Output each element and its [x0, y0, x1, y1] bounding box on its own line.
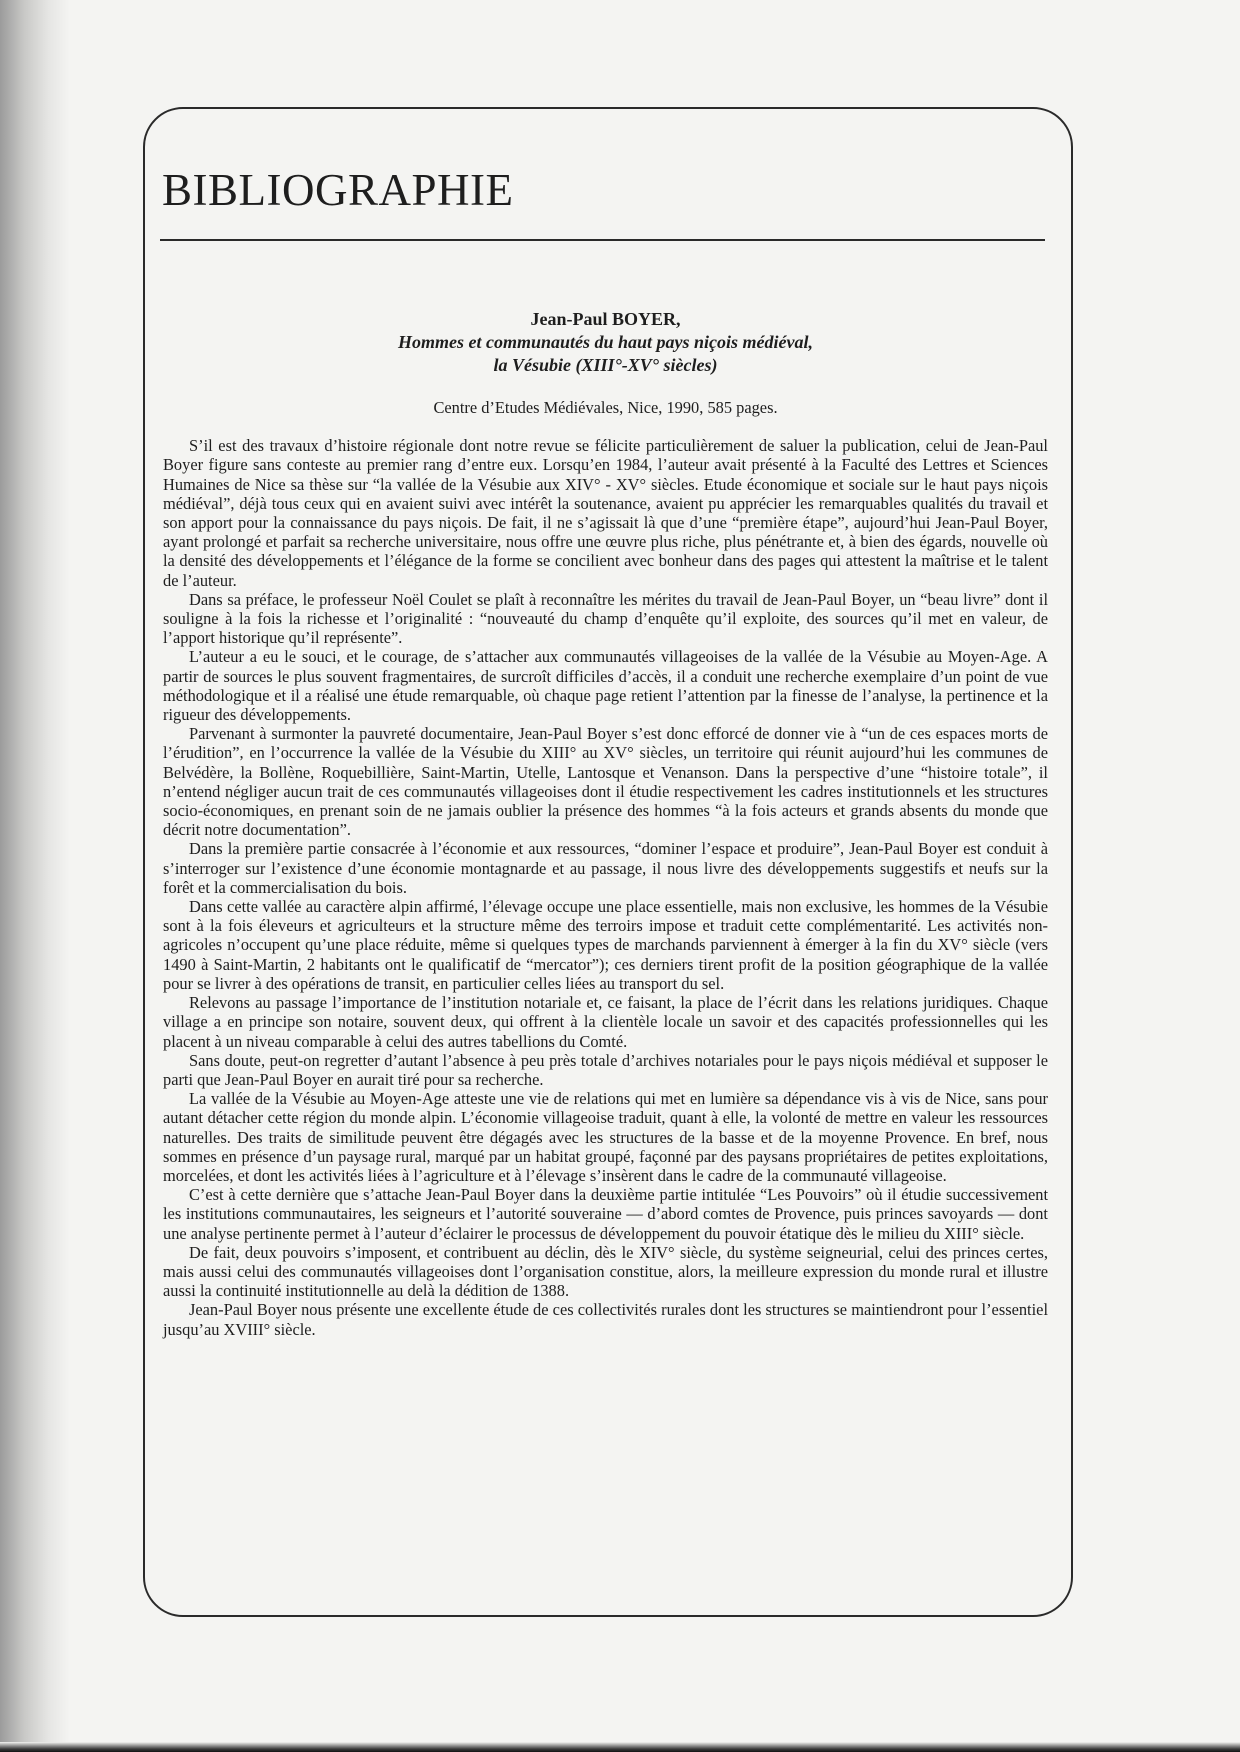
paragraph: Dans sa préface, le professeur Noël Coulet se plaît à reconnaître les mérites du travail de Jean-Paul Boyer, un “beau livre” dont il souligne à la fois la richesse et l’originalité : “nouveauté du champ d’enquête qu’il exploite, des sources qu’il met en valeur, de l’apport historique qu’il représente”.: [163, 589, 1048, 648]
paragraph: Dans la première partie consacrée à l’économie et aux ressources, “dominer l’espace et produire”, Jean-Paul Boyer est conduit à s’interroger sur l’existence d’une économie montagnarde et au passage, il nous livre des développements suggestifs et neufs sur la forêt et la commercialisation du bois.: [163, 839, 1048, 897]
publication-info: Centre d’Etudes Médiévales, Nice, 1990, 585 pages.: [433, 398, 778, 417]
paragraph: S’il est des travaux d’histoire régionale dont notre revue se félicite particulièrement de saluer la publication, celui de Jean-Paul Boyer figure sans conteste au premier rang d’entre eux. Lorsqu’en 1984, l’auteur avait présenté à la Faculté des Lettres et Sciences Humaines de Nice sa thèse sur “la vallée de la Vésubie aux XIV° - XV° siècles. Etude économique et sociale sur le haut pays niçois médiéval”, déjà tous ceux qui en avaient suivi avec intérêt la soutenance, avaient pu apprécier les remarquables qualités du travail et son apport pour la connaissance du pays niçois. De fait, il ne s’agissait là que d’une “première étape”, aujourd’hui Jean-Paul Boyer, ayant prolongé et parfait sa recherche universitaire, nous offre une œuvre plus riche, plus pénétrante et, à bien des égards, nouvelle où la densité des développements et l’élégance de la forme se concilient avec bonheur dans des pages qui attestent la maîtrise et le talent de l’auteur.: [163, 436, 1048, 590]
paragraph: Parvenant à surmonter la pauvreté documentaire, Jean-Paul Boyer s’est donc efforcé de donner vie à “un de ces espaces morts de l’érudition”, en l’occurrence la vallée de la Vésubie du XIII° au XV° siècles, un territoire qui réunit aujourd’hui les communes de Belvédère, la Bollène, Roquebillière, Saint-Martin, Utelle, Lantosque et Venanson. Dans la perspective d’une “histoire totale”, il n’entend négliger aucun trait de ces communautés villageoises dont il étudie respectivement les cadres institutionnels et les structures socio-économiques, en prenant soin de ne jamais oublier la présence des hommes “à la fois acteurs et grands absents du monde que décrit notre documentation”.: [163, 724, 1048, 840]
title-divider: [160, 239, 1045, 241]
page-bottom-edge: [0, 1742, 1240, 1752]
paragraph: Jean-Paul Boyer nous présente une excellente étude de ces collectivités rurales dont les structures se maintiendront pour l’essentiel jusqu’au XVIII° siècle.: [163, 1300, 1048, 1339]
paragraph: De fait, deux pouvoirs s’imposent, et contribuent au déclin, dès le XIV° siècle, du système seigneurial, celui des princes certes, mais aussi celui des communautés villageoises dont l’organisation constitue, alors, la meilleure expression du monde rural et illustre aussi la continuité institutionnelle au delà la dédition de 1388.: [163, 1242, 1048, 1301]
paragraph: C’est à cette dernière que s’attache Jean-Paul Boyer dans la deuxième partie intitulée “Les Pouvoirs” où il étudie successivement les institutions communautaires, les seigneurs et l’autorité souveraine — d’abord comtes de Provence, puis princes savoyards — dont une analyse pertinente permet à l’auteur d’éclairer le processus de développement du pouvoir étatique dès le milieu du XIII° siècle.: [163, 1185, 1048, 1243]
book-author: Jean-Paul BOYER,: [530, 309, 681, 329]
paragraph: Sans doute, peut-on regretter d’autant l’absence à peu près totale d’archives notariales pour le pays niçois médiéval et supposer le parti que Jean-Paul Boyer en aurait tiré pour sa recherche.: [163, 1050, 1048, 1089]
review-body: [163, 308, 1048, 1339]
paragraph: Relevons au passage l’importance de l’institution notariale et, ce faisant, la place de l’écrit dans les relations juridiques. Chaque village a en principe son notaire, souvent deux, qui offrent à la clientèle locale un savoir et des capacités professionnelles qui les placent à un niveau comparable à celui des autres tabellions du Comté.: [163, 993, 1048, 1051]
section-title: BIBLIOGRAPHIE: [162, 165, 514, 215]
paragraph: Dans cette vallée au caractère alpin affirmé, l’élevage occupe une place essentielle, mais non exclusive, les hommes de la Vésubie sont à la fois éleveurs et agriculteurs et la structure même des terroirs impose et traduit cette complémentarité. Les activités non-agricoles n’occupent qu’une place réduite, même si quelques types de marchands parviennent à émerger à la fin du XV° siècle (vers 1490 à Saint-Martin, 2 habitants ont le qualificatif de “mercator”); ces derniers tirent profit de la position géographique de la vallée pour se livrer à des opérations de transit, en particulier celles liées au transport du sel.: [163, 897, 1048, 993]
book-subtitle: la Vésubie (XIII°-XV° siècles): [493, 355, 718, 375]
paragraph: L’auteur a eu le souci, et le courage, de s’attacher aux communautés villageoises de la vallée de la Vésubie au Moyen-Age. A partir de sources le plus souvent fragmentaires, de surcroît difficiles d’accès, il a conduit une recherche exemplaire d’un point de vue méthodologique et il a réalisé une étude remarquable, où chaque page retient l’attention par la finesse de l’analyse, la pertinence et la rigueur des développements.: [163, 647, 1048, 725]
book-title: Hommes et communautés du haut pays niçois médiéval,: [397, 332, 813, 352]
paragraph: La vallée de la Vésubie au Moyen-Age atteste une vie de relations qui met en lumière sa dépendance vis à vis de Nice, sans pour autant détacher cette région du monde alpin. L’économie villageoise traduit, quant à elle, la volonté de mettre en valeur les ressources naturelles. Des traits de similitude peuvent être dégagés avec les structures de la basse et de la moyenne Provence. En bref, nous sommes en présence d’un paysage rural, marqué par un habitat groupé, façonné par des paysans propriétaires de petites exploitations, morcelées, et dont les activités liées à l’agriculture et à l’élevage s’insèrent dans le cadre de la communauté villageoise.: [163, 1089, 1048, 1185]
page-binding-shadow: [0, 0, 70, 1752]
